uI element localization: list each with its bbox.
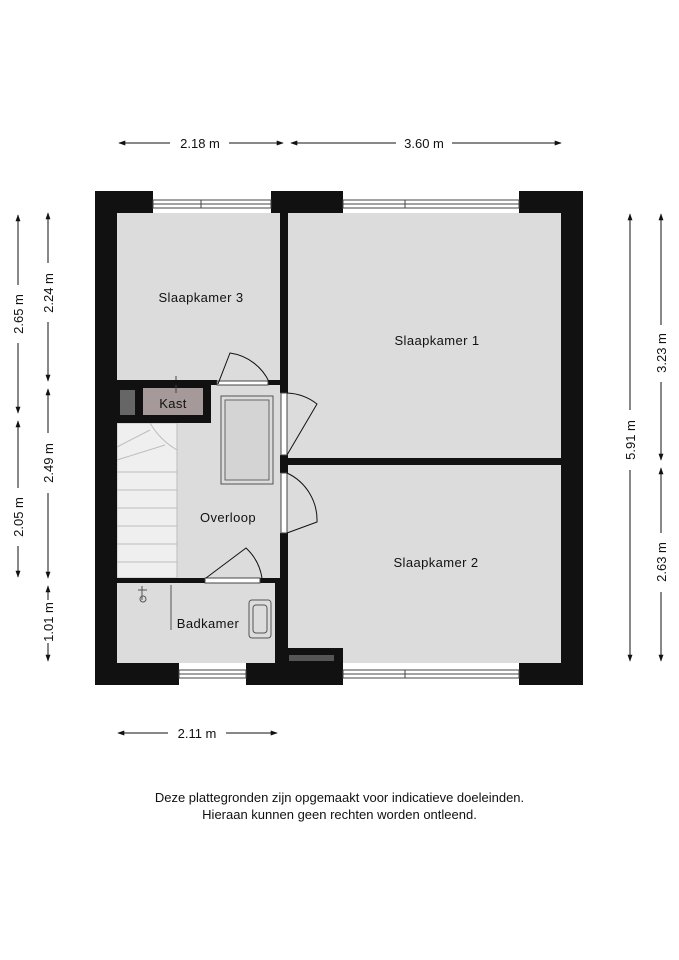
wall-bottom-mid [246, 663, 343, 685]
dim-right-inner-bottom: 2.63 m [654, 542, 669, 582]
wall-top-right [519, 191, 583, 213]
dim-right-outer: 5.91 m [623, 420, 638, 460]
dim-bottom: 2.11 m [177, 726, 217, 741]
stairs [117, 423, 177, 578]
dim-left-outer-top: 2.65 m [11, 294, 26, 334]
dim-left-inner-bottom: 1.01 m [41, 602, 56, 642]
dim-left-inner-top: 2.24 m [41, 273, 56, 313]
wall-partition-bedrooms [287, 458, 561, 465]
wall-top-mid [271, 191, 343, 213]
wall-bottom-right [519, 663, 583, 685]
dim-left-inner-middle: 2.49 m [41, 443, 56, 483]
room-label-badkamer: Badkamer [176, 616, 240, 631]
room-label-kast: Kast [159, 396, 187, 411]
wall-badkamer-right [275, 583, 281, 663]
disclaimer [0, 789, 679, 823]
dim-top-left: 2.18 m [180, 136, 220, 151]
wall-badkamer-top [117, 578, 205, 583]
wall-sk3-bottom [117, 380, 217, 385]
disclaimer-line-2: Hieraan kunnen geen rechten worden ontleend. [202, 807, 477, 822]
wall-right [561, 191, 583, 685]
wall-overloop-right-top [268, 380, 282, 385]
dim-top-right: 3.60 m [404, 136, 444, 151]
wall-partition-vertical-mid [280, 455, 288, 473]
room-label-slaapkamer-3: Slaapkamer 3 [158, 290, 244, 305]
room-label-slaapkamer-1: Slaapkamer 1 [394, 333, 480, 348]
wall-top-left [95, 191, 153, 213]
wall-partition-vertical-low [280, 533, 288, 663]
wall-left [95, 191, 117, 685]
disclaimer-line-1: Deze plattegronden zijn opgemaakt voor indicatieve doeleinden. [154, 790, 525, 805]
room-label-slaapkamer-2: Slaapkamer 2 [393, 555, 479, 570]
room-label-overloop: Overloop [200, 510, 256, 525]
wall-bottom-left [95, 663, 179, 685]
dim-right-inner-top: 3.23 m [654, 333, 669, 373]
wall-partition-vertical-top [280, 213, 288, 393]
dim-left-outer-bottom: 2.05 m [11, 497, 26, 537]
wall-badkamer-top-right [260, 578, 282, 583]
floors [117, 213, 561, 663]
skylight [221, 396, 273, 484]
